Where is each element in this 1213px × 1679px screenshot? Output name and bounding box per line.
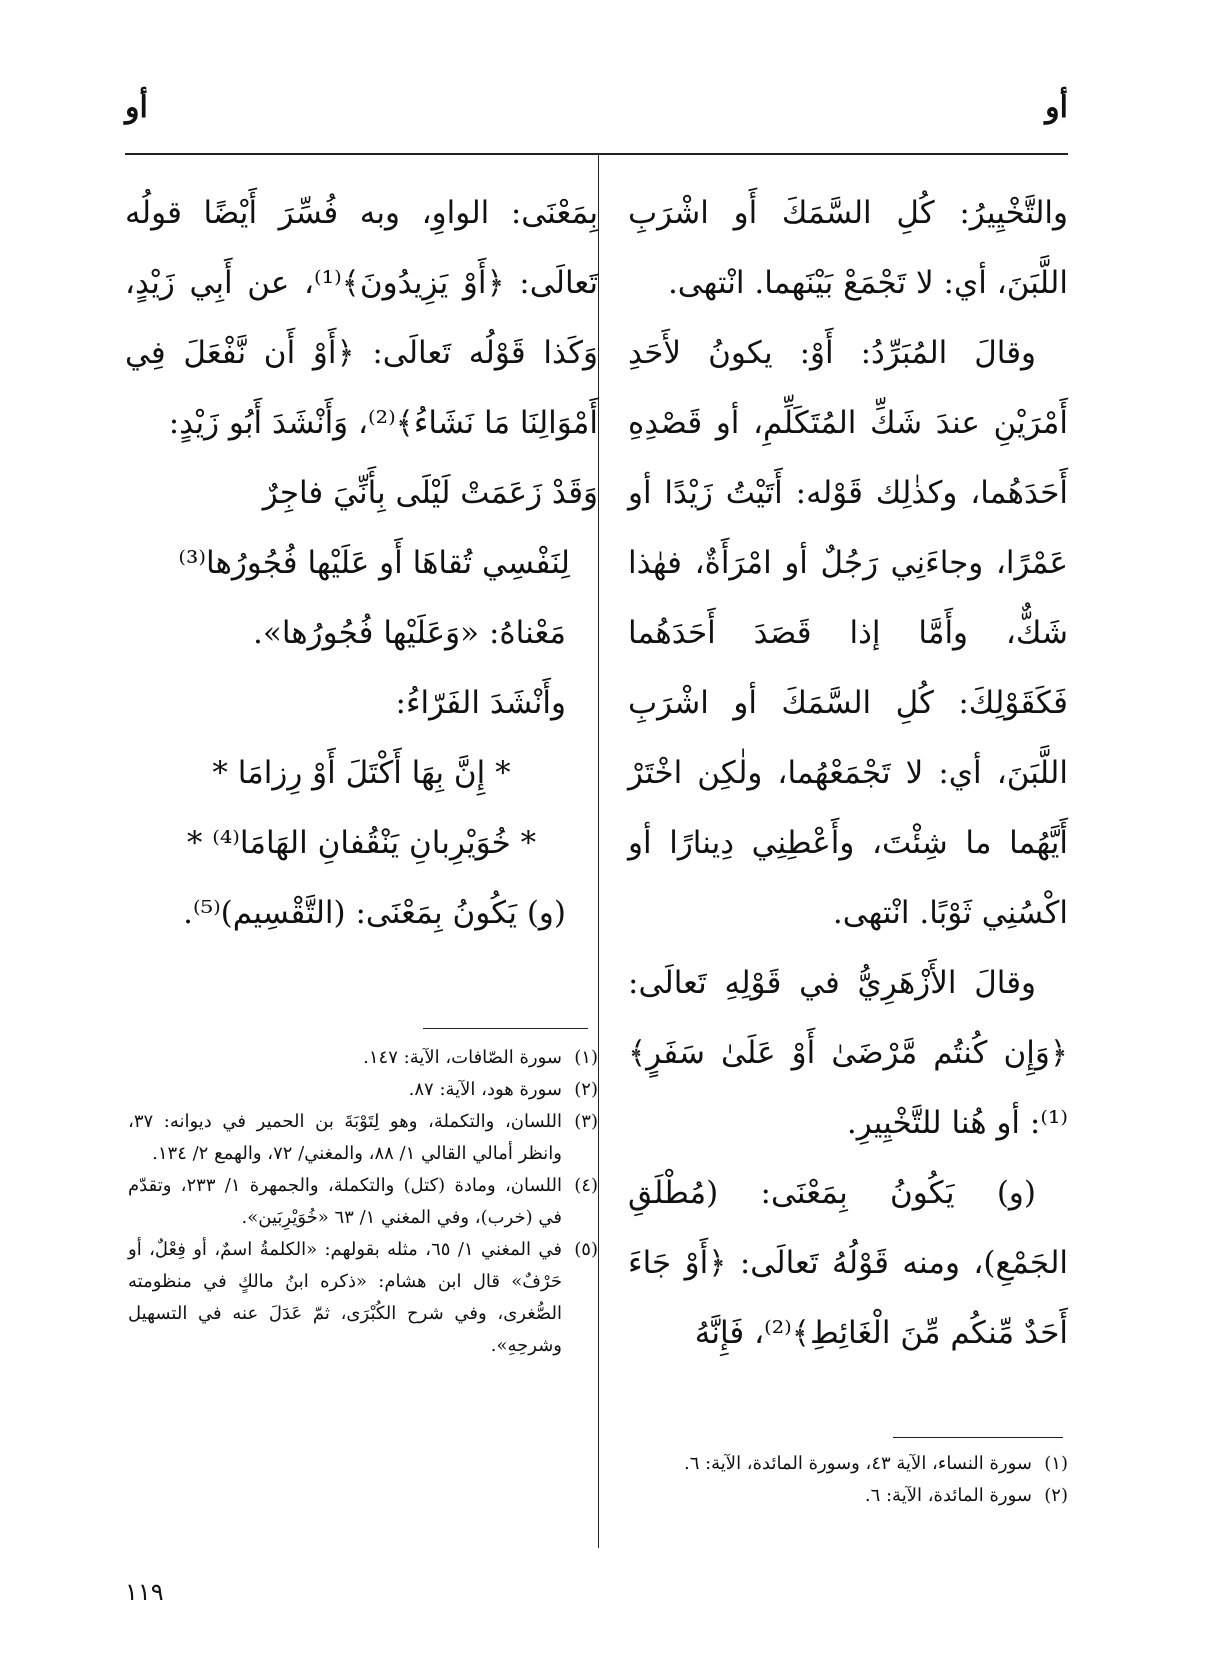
paragraph: (و) يَكُونُ بِمَعْنَى: (التَّقْسِيم)⁽⁵⁾. [183, 895, 566, 931]
left-column [125, 178, 598, 948]
paragraph: وقالَ المُبَرِّدُ: أَوْ: يكونُ لأَحَدِ أَمْرَيْنِ عندَ شَكِّ المُتَكَلِّمِ، أو قَصْدِهِ أَحَدَهُما، وكذٰلِك قَوْله: أَتَيْتُ زَيْدًا أو عَمْرًا، وجاءَنِي رَجُلٌ أو امْرَأَةٌ، فهٰذا شَكٌّ، وأَمَّا إذا قَصَدَ أَحَدَهُما فَكَقَوْلِكَ: كُلِ السَّمَكَ أو اشْرَبِ اللَّبَنَ، أي: لا تَجْمَعْهُما، ولٰكِن اخْتَرْ أَيَّهُما ما شِئْتَ، وأَعْطِنِي دِينارًا أو اكْسُنِي ثَوْبًا. انْتهى. [628, 335, 1068, 931]
running-headword-left: أو [125, 90, 148, 125]
footnotes-left [128, 1042, 598, 1362]
running-headword-right: أو [1045, 90, 1068, 125]
rajaz-line: * خُوَيْرِبانِ يَنْقُفانِ الهَامَا⁽⁴⁾ * [186, 825, 537, 861]
footnote [128, 1234, 598, 1362]
footnotes-right [628, 1448, 1068, 1512]
column-divider [598, 153, 599, 1548]
footnote-number: (١) [1044, 1453, 1068, 1474]
paragraph: مَعْناهُ: «وَعَلَيْها فُجُورُها». [253, 615, 566, 651]
footnote [128, 1170, 598, 1234]
paragraph: (و) يَكُونُ بِمَعْنَى: (مُطْلَقِ الجَمْعِ)، ومنه قَوْلُهُ تَعالَى: ﴿أَوْ جَاءَ أَحَدٌ مِّنكُم مِّنَ الْغَائِطِ﴾⁽²⁾، فَإِنَّهُ [628, 1175, 1068, 1351]
footnote-number: (٢) [574, 1079, 598, 1100]
footnote [628, 1480, 1068, 1512]
footnote-number: (٣) [574, 1111, 598, 1132]
footnote-text: اللسان، ومادة (كتل) والتكملة، والجمهرة ١/ ٢٣٣، وتقدّم في (خرب)، وفي المغني ١/ ٦٣ «خُوَيْرِبَين». [128, 1175, 562, 1228]
paragraph: والتَّخْيِيرُ: كُلِ السَّمَكَ أَو اشْرَبِ اللَّبَنَ، أي: لا تَجْمَعْ بَيْنَهما. انْتهى. [628, 195, 1068, 301]
footnote-text: سورة هود، الآية: ٨٧. [408, 1079, 562, 1100]
paragraph: وأَنْشَدَ الفَرّاءُ: [395, 685, 566, 721]
footnote-text: اللسان، والتكملة، وهو لِتَوْبَةَ بن الحمير في ديوانه: ٣٧، وانظر أمالي القالي ١/ ٨٨، والمغني/ ٧٢، والهمع ٢/ ١٣٤. [128, 1111, 562, 1164]
footnote-number: (٤) [574, 1175, 598, 1196]
paragraph: بِمَعْنَى: الواوِ، وبه فُسِّرَ أَيْضًا قولُه تَعالَى: ﴿أَوْ يَزِيدُونَ﴾⁽¹⁾، عن أَبِي زَيْدٍ، وَكَذا قَوْلُه تَعالَى: ﴿أَوْ أَن نَّفْعَلَ فِي أَمْوَالِنَا مَا نَشَاءُ﴾⁽²⁾، وَأَنْشَدَ أَبُو زَيْدٍ: [125, 195, 599, 441]
footnote-number: (٢) [1044, 1485, 1068, 1506]
footnote [628, 1448, 1068, 1480]
verse-hemistich: وَقَدْ زَعَمَتْ لَيْلَى بِأَنِّيَ فاجِرٌ [262, 475, 598, 511]
footnote-text: في المغني ١/ ٦٥، مثله بقولهم: «الكلمةُ اسمٌ، أو فِعْلٌ، أو حَرْفٌ» قال ابن هشام: «ذكره ابنُ مالكٍ في منظومته الصُّغرى، وفي شرح الكُبْرَى، ثمّ عَدَلَ عنه في التسهيل وشرحِهِ». [128, 1239, 563, 1356]
header-rule [125, 153, 1068, 155]
footnote [128, 1042, 598, 1074]
footnote-text: سورة المائدة، الآية: ٦. [864, 1485, 1032, 1506]
footnote-text: سورة النساء، الآية ٤٣، وسورة المائدة، الآية: ٦. [683, 1453, 1032, 1474]
footnote-text: سورة الصّافات، الآية: ١٤٧. [363, 1047, 562, 1068]
footnote [128, 1074, 598, 1106]
footnote-number: (٥) [574, 1239, 598, 1260]
rajaz-line: * إِنَّ بِهَا أَكْتَلَ أَوْ رِزامَا * [212, 755, 511, 791]
right-column [628, 178, 1068, 1368]
paragraph: وقالَ الأَزْهَرِيُّ في قَوْلِهِ تَعالَى: ﴿وَإِن كُنتُم مَّرْضَىٰ أَوْ عَلَىٰ سَفَرٍ﴾⁽¹⁾: أو هُنا للتَّخْيِيرِ. [628, 965, 1068, 1141]
footnote-rule [893, 1437, 1063, 1438]
page-number: ١١٩ [125, 1578, 164, 1606]
footnote-rule [423, 1028, 588, 1029]
footnote-number: (١) [574, 1047, 598, 1068]
footnote [128, 1106, 598, 1170]
verse-hemistich: لِنَفْسِي تُقاهَا أَو عَلَيْها فُجُورُها⁽³⁾ [178, 545, 570, 581]
